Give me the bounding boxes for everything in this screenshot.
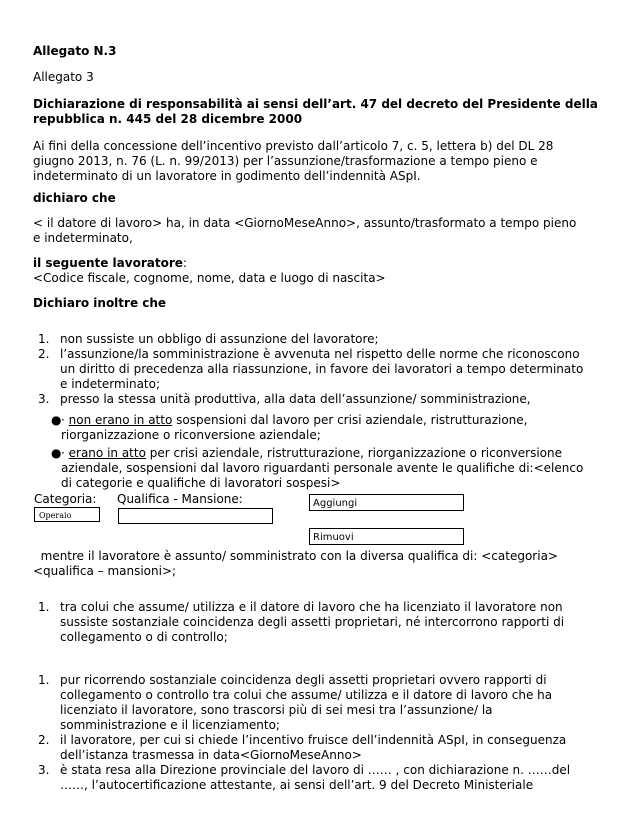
list1-item-3-line-1: presso la stessa unità produttiva, alla data dell’assunzione/ somministrazione, <box>60 392 531 406</box>
worker-label-line <box>33 256 187 271</box>
list1-item-2-number: 2. <box>38 347 50 361</box>
list1-item-1-number: 1. <box>38 332 50 346</box>
worker-fields: <Codice fiscale, cognome, nome, data e luogo di nascita> <box>33 271 386 285</box>
categoria-select[interactable]: Operaio <box>34 507 100 522</box>
list1-item-2-line-1: l’assunzione/la somministrazione è avvenuta nel rispetto delle norme che riconoscono <box>60 347 580 361</box>
diversa-qualifica-line-2: <qualifica – mansioni>; <box>33 564 177 578</box>
bullet-dot-icon: ● <box>51 413 62 427</box>
dichiaro-che-heading: dichiaro che <box>33 191 116 205</box>
bullet-2-rest: per crisi aziendale, ristrutturazione, riorganizzazione o riconversione <box>145 446 562 460</box>
qualifica-label: Qualifica - Mansione: <box>117 492 243 506</box>
allegato-title: Allegato N.3 <box>33 44 117 58</box>
list3-item-1-line-4: somministrazione e il licenziamento; <box>60 718 280 732</box>
bullet-2-line-3: di categorie e qualifiche di lavoratori sospesi> <box>61 476 341 490</box>
allegato-subtitle: Allegato 3 <box>33 70 94 84</box>
list1-item-1-line-1: non sussiste un obbligo di assunzione del lavoratore; <box>60 332 379 346</box>
employer-statement-line-2: e indeterminato, <box>33 231 133 245</box>
bullet-dot-icon: ● <box>51 446 62 460</box>
list2-item-1-line-3: collegamento o di controllo; <box>60 630 228 644</box>
intro-line-2: giugno 2013, n. 76 (L. n. 99/2013) per l’assunzione/trasformazione a tempo pieno e <box>33 154 538 168</box>
list1-item-3-number: 3. <box>38 392 50 406</box>
list3-item-2-line-2: dell’istanza trasmessa in data<GiornoMeseAnno> <box>60 748 362 762</box>
list2-item-1-line-2: sussiste sostanziale coincidenza degli assetti proprietari, né intercorrono rapporti di <box>60 615 565 629</box>
declaration-title-line-1: Dichiarazione di responsabilità ai sensi dell’art. 47 del decreto del Presidente della <box>33 97 598 111</box>
list3-item-3-number: 3. <box>38 763 50 777</box>
list1-item-2-line-3: e indeterminato; <box>60 377 161 391</box>
worker-label-colon: : <box>182 256 187 270</box>
employer-statement-line-1: < il datore di lavoro> ha, in data <GiornoMeseAnno>, assunto/trasformato a tempo pieno <box>33 216 577 230</box>
list3-item-2-number: 2. <box>38 733 50 747</box>
list3-item-1-number: 1. <box>38 673 50 687</box>
bullet-2-underlined: erano in atto <box>68 446 146 460</box>
diversa-qualifica-line-1: mentre il lavoratore è assunto/ somministrato con la diversa qualifica di: <categoria> <box>33 549 558 563</box>
list1-item-2-line-2: un diritto di precedenza alla riassunzione, in favore dei lavoratori a tempo determinato <box>60 362 584 376</box>
declaration-title-line-2: repubblica n. 445 del 28 dicembre 2000 <box>33 112 303 126</box>
bullet-1-line-1 <box>61 413 527 428</box>
qualifica-input[interactable] <box>118 508 273 524</box>
intro-line-3: indeterminato di un lavoratore in godimento dell’indennità ASpI. <box>33 169 421 183</box>
list3-item-1-line-3: licenziato il lavoratore, sono trascorsi più di sei mesi tra l’assunzione/ la <box>60 703 493 717</box>
list2-item-1-line-1: tra colui che assume/ utilizza e il datore di lavoro che ha licenziato il lavoratore non <box>60 600 563 614</box>
bullet-1-line-2: riorganizzazione o riconversione aziendale; <box>61 428 321 442</box>
intro-line-1: Ai fini della concessione dell’incentivo previsto dall’articolo 7, c. 5, lettera b) del DL 28 <box>33 139 554 153</box>
list3-item-3-line-2: ……, l’autocertificazione attestante, ai sensi dell’art. 9 del Decreto Ministeriale <box>60 778 534 792</box>
list3-item-1-line-2: collegamento o controllo tra colui che assume/ utilizza e il datore di lavoro che ha <box>60 688 553 702</box>
list3-item-2-line-1: il lavoratore, per cui si chiede l’incentivo fruisce dell’indennità ASpI, in conseguenza <box>60 733 567 747</box>
bullet-1-rest: sospensioni dal lavoro per crisi aziendale, ristrutturazione, <box>172 413 528 427</box>
list3-item-3-line-1: è stata resa alla Direzione provinciale del lavoro di …… , con dichiarazione n. ……del <box>60 763 571 777</box>
bullet-2-line-1 <box>61 446 562 461</box>
bullet-1-prefix: · <box>61 413 69 427</box>
list2-item-1-number: 1. <box>38 600 50 614</box>
bullet-2-line-2: aziendale, sospensioni dal lavoro riguardanti personale avente le qualifiche di:<elenco <box>61 461 584 475</box>
categoria-label: Categoria: <box>34 492 97 506</box>
aggiungi-button[interactable]: Aggiungi <box>309 494 464 511</box>
bullet-2-prefix: · <box>61 446 69 460</box>
dichiaro-inoltre-heading: Dichiaro inoltre che <box>33 296 167 310</box>
bullet-1-underlined: non erano in atto <box>68 413 173 427</box>
worker-label: il seguente lavoratore <box>33 256 183 270</box>
list3-item-1-line-1: pur ricorrendo sostanziale coincidenza degli assetti proprietari ovvero rapporti di <box>60 673 547 687</box>
rimuovi-button[interactable]: Rimuovi <box>309 528 464 545</box>
